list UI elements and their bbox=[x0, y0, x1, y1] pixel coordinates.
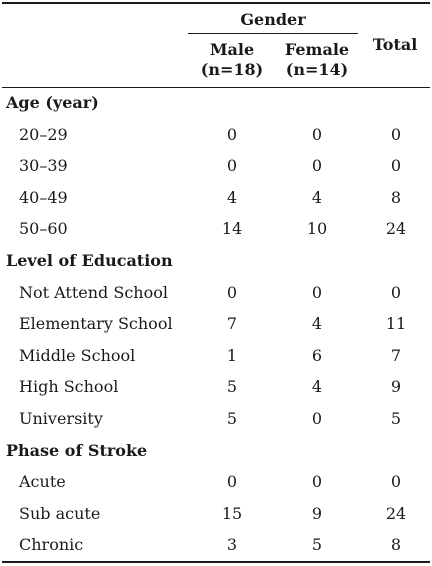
female-count: 0 bbox=[311, 282, 323, 302]
row-label: High School bbox=[19, 377, 119, 397]
header-bottom-rule bbox=[2, 87, 430, 88]
male-count: 0 bbox=[226, 472, 238, 492]
female-count: 4 bbox=[311, 314, 323, 334]
female-count: 5 bbox=[311, 535, 323, 555]
row-label: Acute bbox=[19, 472, 66, 492]
total-count: 0 bbox=[390, 124, 402, 144]
row-label: Not Attend School bbox=[19, 282, 168, 302]
bottom-rule bbox=[2, 561, 430, 563]
top-rule bbox=[2, 2, 430, 4]
row-label: 50–60 bbox=[19, 219, 68, 239]
gender-header: Gender bbox=[240, 10, 306, 29]
row-label: University bbox=[19, 409, 103, 428]
total-count: 0 bbox=[390, 282, 402, 302]
total-count: 8 bbox=[390, 535, 402, 555]
row-label: Elementary School bbox=[19, 314, 173, 334]
total-header: Total bbox=[372, 35, 418, 54]
female-count: 6 bbox=[311, 345, 323, 365]
male-count: 3 bbox=[226, 535, 238, 555]
total-count: 24 bbox=[385, 503, 407, 523]
female-count: 4 bbox=[311, 377, 323, 397]
total-count: 8 bbox=[390, 187, 402, 207]
row-label: 20–29 bbox=[19, 124, 68, 144]
female-count: 4 bbox=[311, 187, 323, 207]
total-count: 9 bbox=[390, 377, 402, 397]
row-label: 40–49 bbox=[19, 187, 68, 207]
female-n-header: (n=14) bbox=[285, 60, 349, 79]
gender-underline bbox=[188, 33, 358, 34]
section-title: Phase of Stroke bbox=[6, 440, 148, 460]
female-count: 0 bbox=[311, 124, 323, 144]
female-header: Female bbox=[284, 40, 350, 59]
row-label: Middle School bbox=[19, 345, 136, 365]
male-count: 14 bbox=[221, 219, 243, 239]
total-count: 11 bbox=[385, 314, 407, 334]
female-count: 0 bbox=[311, 409, 323, 428]
row-label: Chronic bbox=[19, 535, 84, 555]
total-count: 0 bbox=[390, 472, 402, 492]
male-count: 0 bbox=[226, 282, 238, 302]
total-count: 0 bbox=[390, 156, 402, 176]
male-count: 15 bbox=[221, 503, 243, 523]
row-label: Sub acute bbox=[19, 503, 101, 523]
male-header: Male bbox=[209, 40, 255, 59]
male-count: 5 bbox=[226, 377, 238, 397]
section-title: Age (year) bbox=[6, 93, 99, 112]
male-count: 4 bbox=[226, 187, 238, 207]
male-count: 1 bbox=[226, 345, 238, 365]
male-count: 0 bbox=[226, 124, 238, 144]
female-count: 10 bbox=[306, 219, 328, 239]
female-count: 9 bbox=[311, 503, 323, 523]
female-count: 0 bbox=[311, 156, 323, 176]
total-count: 7 bbox=[390, 345, 402, 365]
total-count: 24 bbox=[385, 219, 407, 239]
total-count: 5 bbox=[390, 409, 402, 428]
male-count: 0 bbox=[226, 156, 238, 176]
male-n-header: (n=18) bbox=[200, 60, 264, 79]
male-count: 5 bbox=[226, 409, 238, 428]
section-title: Level of Education bbox=[6, 251, 173, 270]
male-count: 7 bbox=[226, 314, 238, 334]
female-count: 0 bbox=[311, 472, 323, 492]
row-label: 30–39 bbox=[19, 156, 68, 176]
